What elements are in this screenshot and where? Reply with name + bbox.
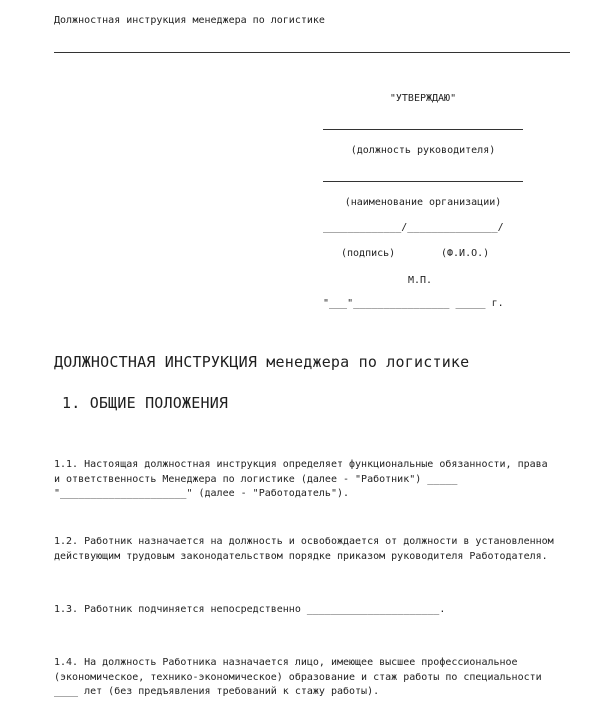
organization-line (323, 181, 523, 182)
section-heading: 1. ОБЩИЕ ПОЛОЖЕНИЯ (62, 394, 229, 412)
paragraph-1-2: 1.2. Работник назначается на должность и освобождается от должности в установленном действующим трудовым законодательством порядке приказом руководителя Работодателя. (54, 536, 554, 562)
approve-label: "УТВЕРЖДАЮ" (389, 93, 457, 104)
title-underline (54, 52, 570, 53)
date-line: "___"________________ _____ г. (323, 298, 504, 309)
paragraph-1-1: 1.1. Настоящая должностная инструкция определяет функциональные обязанности, права и ответственность Менеджера по логистике (далее - "Работник") _____ "_____________________" (далее - "Работодатель"). (54, 459, 548, 499)
main-heading: ДОЛЖНОСТНАЯ ИНСТРУКЦИЯ менеджера по логистике (54, 353, 470, 371)
signature-label: (подпись) (341, 248, 396, 259)
organization-label: (наименование организации) (344, 197, 502, 208)
full-name-label: (Ф.И.О.) (441, 248, 490, 259)
signature-line: _____________/_______________/ (323, 222, 504, 233)
document-title: Должностная инструкция менеджера по логистике (54, 15, 325, 26)
position-line (323, 129, 523, 130)
paragraph-1-4: 1.4. На должность Работника назначается лицо, имеющее высшее профессиональное (экономическое, технико-экономическое) образование и стаж работы по специальности ____ лет (без предъявления требований к стажу работы). (54, 657, 542, 697)
stamp-label: М.П. (408, 275, 433, 286)
paragraph-1-3: 1.3. Работник подчиняется непосредственно ______________________. (54, 604, 446, 615)
position-label: (должность руководителя) (350, 145, 496, 156)
